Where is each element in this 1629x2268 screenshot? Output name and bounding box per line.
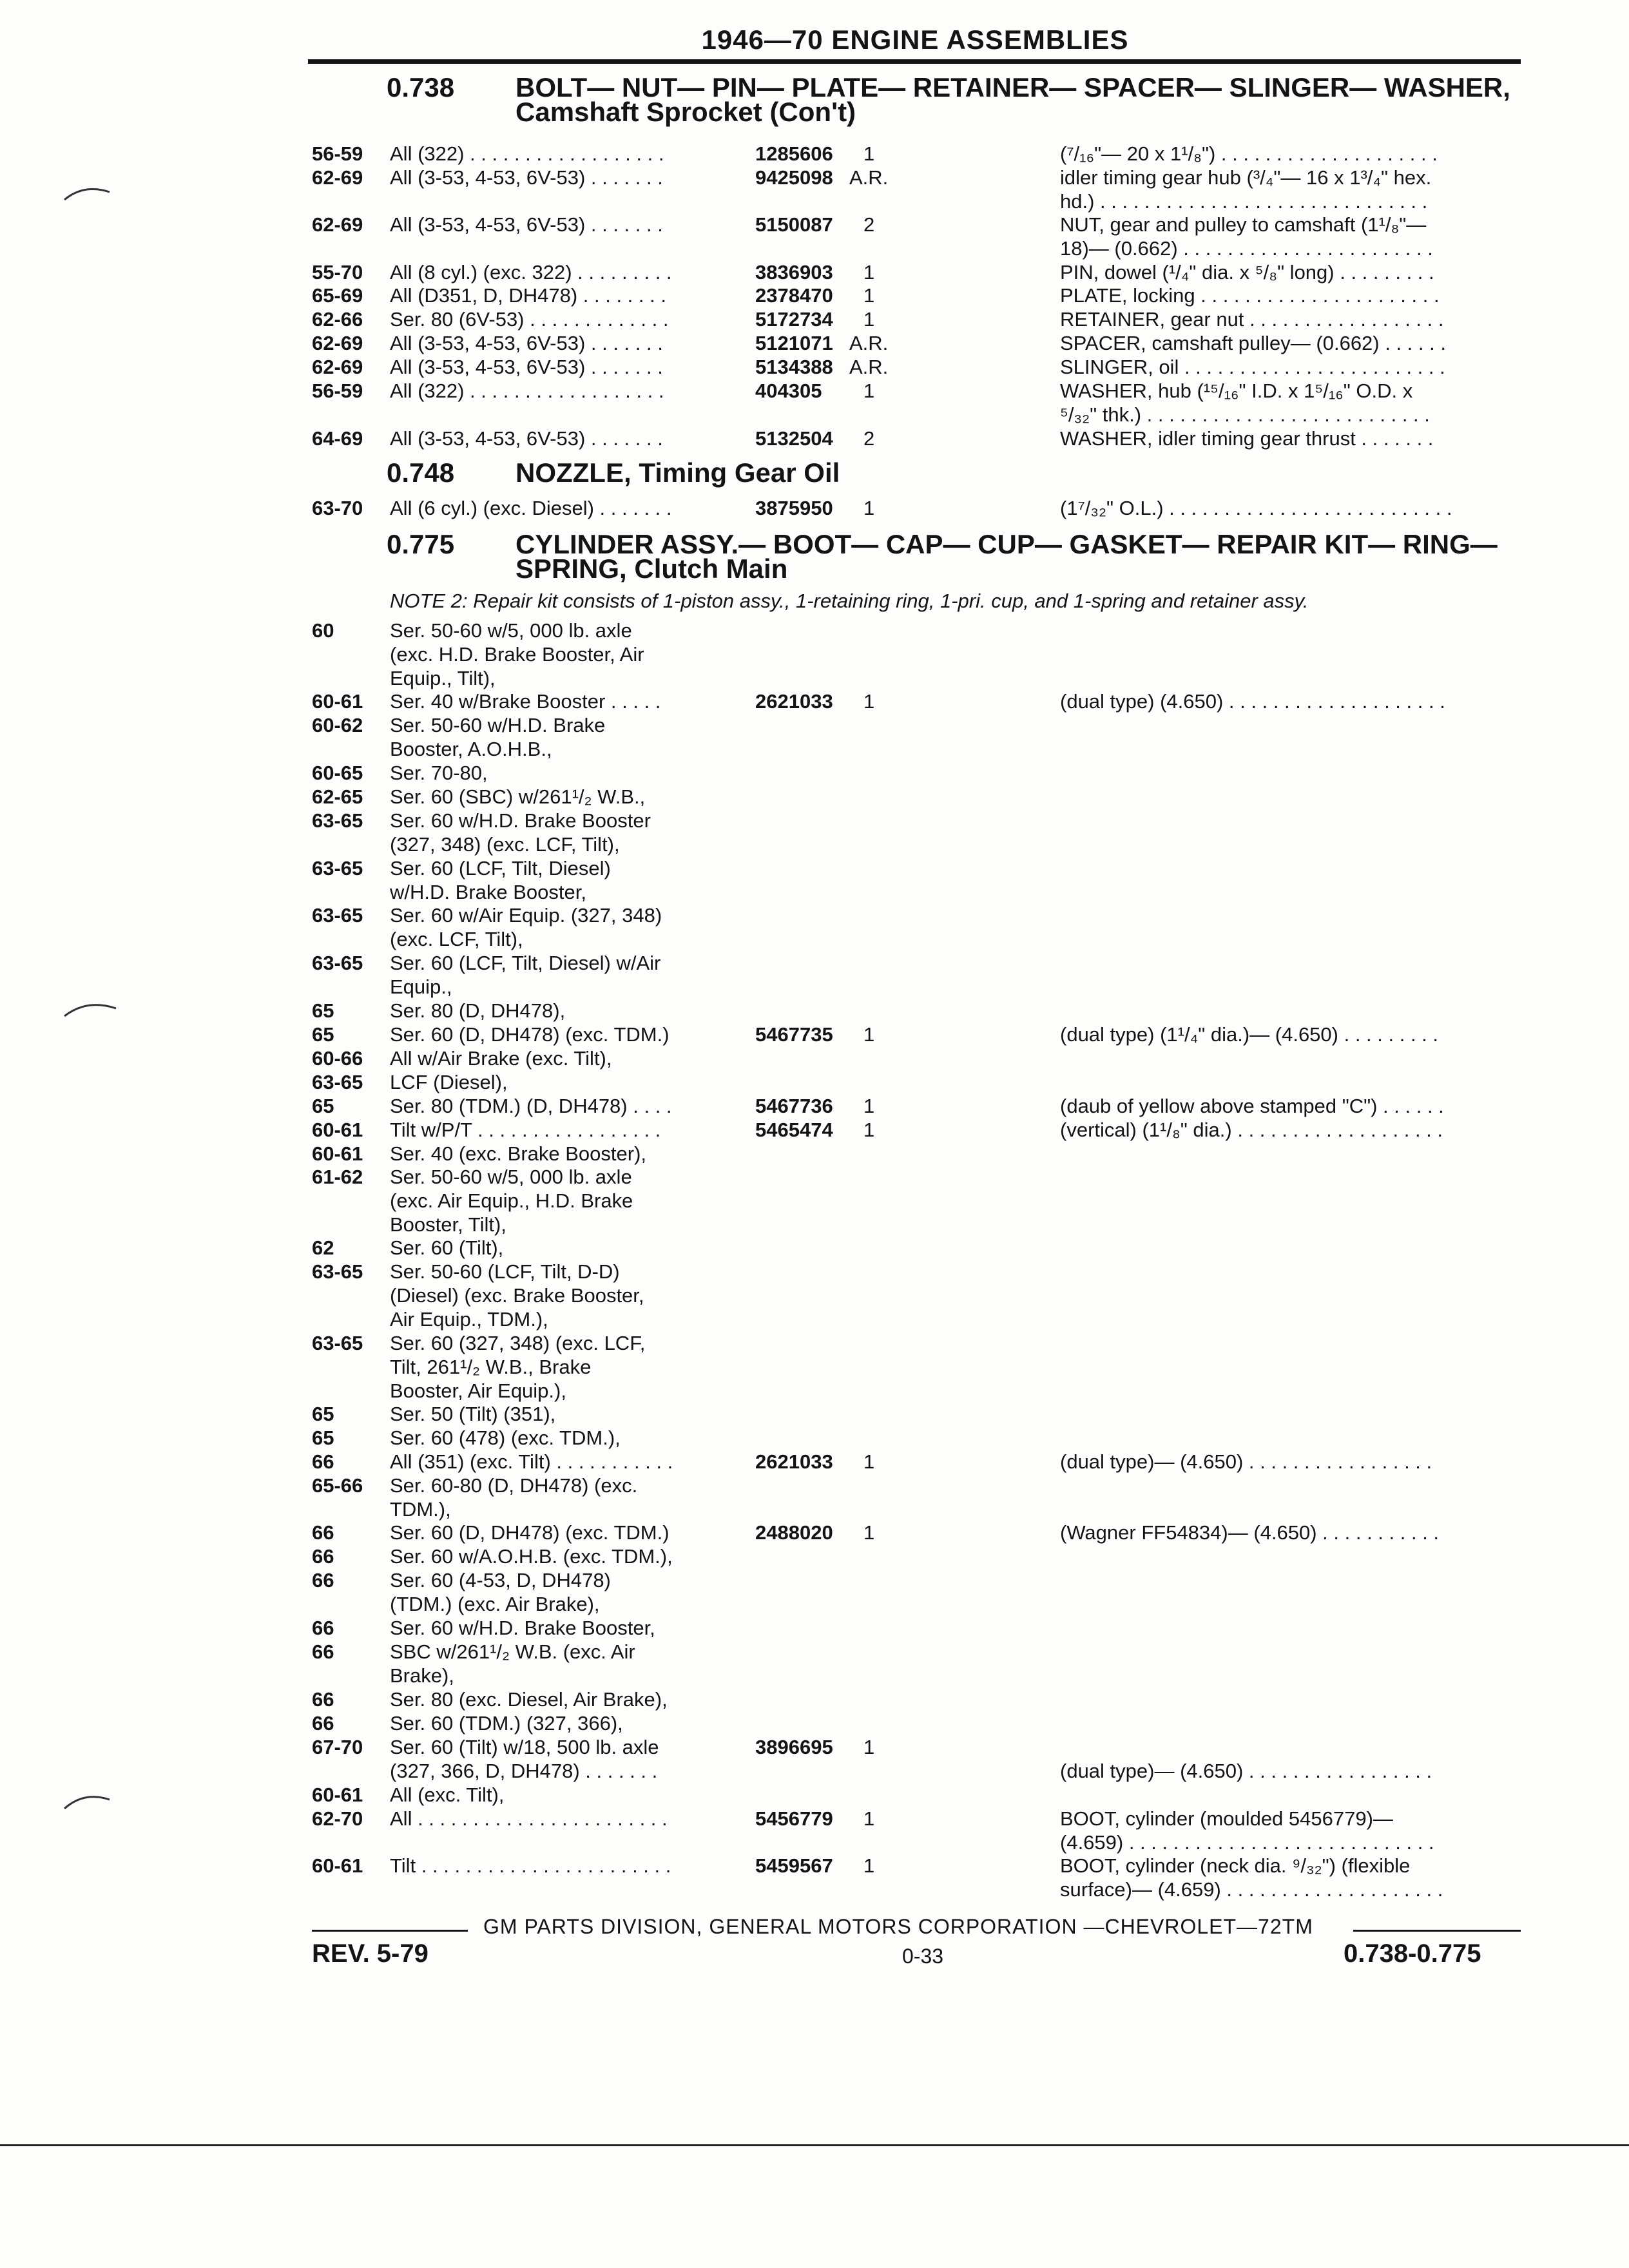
binder-hole-mark (61, 180, 113, 206)
description-text: PLATE, locking . . . . . . . . . . . . . . . . . . . . . . (1060, 284, 1440, 307)
model-years: 65 (312, 1403, 334, 1425)
application-text: All (8 cyl.) (exc. 322) . . . . . . . . . (390, 261, 672, 284)
description-text: SPACER, camshaft pulley— (0.662) . . . . . . (1060, 332, 1446, 354)
application-text: Ser. 80 (6V-53) . . . . . . . . . . . . . (390, 308, 669, 331)
application (390, 496, 751, 520)
description (1060, 331, 1521, 355)
section-range: 0.738-0.775 (1344, 1939, 1481, 1968)
description-text: (daub of yellow above stamped "C") . . . . . . (1060, 1095, 1444, 1117)
application-text: Ser. 50-60 w/H.D. Brake Booster, A.O.H.B., (390, 714, 606, 760)
application-text: All w/Air Brake (exc. Tilt), (390, 1047, 612, 1070)
application-text: All (exc. Tilt), (390, 1783, 505, 1806)
quantity: A.R. (849, 166, 889, 189)
model-years: 62-69 (312, 332, 363, 354)
application (390, 619, 751, 690)
model-years: 62-65 (312, 785, 363, 808)
model-years: 62 (312, 1236, 334, 1259)
quantity: 1 (863, 142, 875, 165)
part-number: 5456779 (755, 1807, 833, 1830)
application (390, 142, 751, 166)
application-text: Ser. 50 (Tilt) (351), (390, 1403, 556, 1425)
application (390, 355, 751, 379)
quantity: 1 (863, 308, 875, 331)
application (390, 689, 751, 713)
description-text: (dual type)— (4.650) . . . . . . . . . . . . . . . . . (1060, 1760, 1432, 1782)
description (1060, 142, 1521, 166)
section-number: 0.775 (387, 529, 455, 559)
application-text: Ser. 60 w/Air Equip. (327, 348) (exc. LCF, Tilt), (390, 904, 662, 950)
page-header: 1946—70 ENGINE ASSEMBLIES (701, 24, 1129, 55)
model-years: 56-59 (312, 380, 363, 402)
model-years: 66 (312, 1617, 334, 1639)
description-text: PIN, dowel (¹/₄" dia. x ⁵/₈" long) . . . . . . . . . (1060, 261, 1434, 284)
application (390, 1568, 751, 1616)
application-text: Ser. 50-60 w/5, 000 lb. axle (exc. H.D. Brake Booster, Air Equip., Tilt), (390, 619, 644, 689)
application-text: Ser. 60 (478) (exc. TDM.), (390, 1427, 621, 1449)
part-number: 5467736 (755, 1095, 833, 1117)
application (390, 260, 751, 284)
model-years: 65 (312, 1427, 334, 1449)
model-years: 66 (312, 1712, 334, 1735)
application (390, 1236, 751, 1260)
quantity: 1 (863, 1807, 875, 1830)
application (390, 809, 751, 856)
section-title: NOZZLE, Timing Gear Oil (516, 457, 840, 488)
description (1060, 689, 1521, 713)
part-number: 3875950 (755, 497, 833, 519)
description (1060, 355, 1521, 379)
application (390, 1544, 751, 1568)
application (390, 1854, 751, 1878)
description-text: (vertical) (1¹/₈" dia.) . . . . . . . . . . . . . . . . . . . (1060, 1119, 1443, 1141)
model-years: 65-69 (312, 284, 363, 307)
model-years: 60-61 (312, 1119, 363, 1141)
model-years: 63-70 (312, 497, 363, 519)
application (390, 1616, 751, 1640)
quantity: A.R. (849, 332, 889, 354)
part-number: 5121071 (755, 332, 833, 354)
model-years: 66 (312, 1521, 334, 1544)
application (390, 1640, 751, 1687)
description-text: WASHER, hub (¹⁵/₁₆" I.D. x 1⁵/₁₆" O.D. x ⁵/₃₂" thk.) . . . . . . . . . . . . . . . . . . . . . . . . . . (1060, 380, 1430, 426)
quantity: 1 (863, 261, 875, 284)
part-number: 5172734 (755, 308, 833, 331)
application-text: Ser. 60 w/H.D. Brake Booster, (390, 1617, 655, 1639)
application-text: All (3-53, 4-53, 6V-53) . . . . . . . (390, 213, 663, 236)
part-number: 404305 (755, 380, 822, 402)
description (1060, 260, 1521, 284)
part-number: 9425098 (755, 166, 833, 189)
description (1060, 1023, 1521, 1046)
model-years: 63-65 (312, 952, 363, 974)
application-text: LCF (Diesel), (390, 1071, 508, 1093)
description (1060, 496, 1521, 520)
part-number: 3896695 (755, 1736, 833, 1758)
application (390, 1118, 751, 1142)
model-years: 60-62 (312, 714, 363, 736)
model-years: 60-61 (312, 690, 363, 713)
part-number: 5150087 (755, 213, 833, 236)
application-text: Ser. 60 (LCF, Tilt, Diesel) w/H.D. Brake Booster, (390, 857, 611, 903)
model-years: 65 (312, 999, 334, 1022)
application (390, 951, 751, 999)
model-years: 66 (312, 1569, 334, 1591)
model-years: 60 (312, 619, 334, 642)
application-text: Ser. 60 (D, DH478) (exc. TDM.) (390, 1521, 670, 1544)
application (390, 1070, 751, 1094)
application (390, 1260, 751, 1331)
application (390, 1331, 751, 1403)
application-text: Ser. 60 (TDM.) (327, 366), (390, 1712, 623, 1735)
description (1060, 1521, 1521, 1544)
model-years: 62-66 (312, 308, 363, 331)
application-text: All (322) . . . . . . . . . . . . . . . . . . (390, 380, 664, 402)
description (1060, 284, 1521, 307)
application (390, 1807, 751, 1831)
description (1060, 427, 1521, 450)
quantity: 1 (863, 380, 875, 402)
model-years: 66 (312, 1688, 334, 1711)
description-text: (Wagner FF54834)— (4.650) . . . . . . . . . . . (1060, 1521, 1440, 1544)
page-number: 0-33 (902, 1945, 944, 1968)
application-text: Ser. 60 (4-53, D, DH478) (TDM.) (exc. Air Brake), (390, 1569, 611, 1615)
description (1060, 1807, 1521, 1854)
model-years: 62-69 (312, 356, 363, 378)
part-number: 5465474 (755, 1119, 833, 1141)
application (390, 166, 751, 189)
application-text: Ser. 70-80, (390, 762, 488, 784)
scan-edge-rule (0, 2144, 1629, 2146)
part-number: 5459567 (755, 1854, 833, 1877)
application-text: Ser. 60-80 (D, DH478) (exc. TDM.), (390, 1474, 638, 1521)
application-text: Tilt . . . . . . . . . . . . . . . . . . . . . . . (390, 1854, 671, 1877)
application (390, 1426, 751, 1450)
application-text: All (3-53, 4-53, 6V-53) . . . . . . . (390, 166, 663, 189)
quantity: 2 (863, 427, 875, 450)
application (390, 1783, 751, 1807)
quantity: 1 (863, 1736, 875, 1758)
model-years: 63-65 (312, 1071, 363, 1093)
application (390, 856, 751, 904)
application (390, 1094, 751, 1118)
part-number: 2621033 (755, 1450, 833, 1473)
application (390, 1402, 751, 1426)
application (390, 761, 751, 785)
model-years: 63-65 (312, 857, 363, 879)
binder-hole-mark (61, 1788, 113, 1814)
description (1060, 379, 1521, 427)
application-text: All (6 cyl.) (exc. Diesel) . . . . . . . (390, 497, 672, 519)
description-text: (⁷/₁₆"— 20 x 1¹/₈") . . . . . . . . . . . . . . . . . . . . (1060, 142, 1438, 165)
quantity: A.R. (849, 356, 889, 378)
application (390, 1687, 751, 1711)
application-text: Ser. 40 w/Brake Booster . . . . . (390, 690, 661, 713)
application-text: All (D351, D, DH478) . . . . . . . . (390, 284, 666, 307)
description (1060, 1450, 1521, 1474)
application-text: All (3-53, 4-53, 6V-53) . . . . . . . (390, 356, 663, 378)
application-text: Ser. 80 (exc. Diesel, Air Brake), (390, 1688, 668, 1711)
part-number: 5134388 (755, 356, 833, 378)
application (390, 1142, 751, 1166)
quantity: 1 (863, 284, 875, 307)
quantity: 1 (863, 497, 875, 519)
application-text: Ser. 50-60 (LCF, Tilt, D-D) (Diesel) (exc. Brake Booster, Air Equip., TDM.), (390, 1260, 644, 1331)
model-years: 66 (312, 1545, 334, 1568)
part-number: 5467735 (755, 1023, 833, 1046)
quantity: 1 (863, 1095, 875, 1117)
quantity: 1 (863, 690, 875, 713)
application-text: All . . . . . . . . . . . . . . . . . . . . . . . (390, 1807, 668, 1830)
quantity: 1 (863, 1854, 875, 1877)
binder-hole-mark (61, 995, 119, 1021)
application (390, 1711, 751, 1735)
application (390, 379, 751, 403)
model-years: 63-65 (312, 809, 363, 832)
part-number: 3836903 (755, 261, 833, 284)
footer-rule-right (1353, 1930, 1521, 1932)
description (1060, 213, 1521, 260)
model-years: 64-69 (312, 427, 363, 450)
application-text: All (3-53, 4-53, 6V-53) . . . . . . . (390, 427, 663, 450)
quantity: 1 (863, 1023, 875, 1046)
description (1060, 1735, 1521, 1783)
application (390, 1735, 751, 1783)
application-text: SBC w/261¹/₂ W.B. (exc. Air Brake), (390, 1640, 635, 1687)
model-years: 61-62 (312, 1166, 363, 1188)
application-text: All (3-53, 4-53, 6V-53) . . . . . . . (390, 332, 663, 354)
application-text: Ser. 60 (327, 348) (exc. LCF, Tilt, 261¹/₂ W.B., Brake Booster, Air Equip.), (390, 1332, 646, 1402)
model-years: 65 (312, 1095, 334, 1117)
quantity: 2 (863, 213, 875, 236)
description-text: idler timing gear hub (³/₄"— 16 x 1³/₄" hex. hd.) . . . . . . . . . . . . . . . . . . . . . . . . . . . . . . (1060, 166, 1432, 213)
description-text: WASHER, idler timing gear thrust . . . . . . . (1060, 427, 1434, 450)
description-text: RETAINER, gear nut . . . . . . . . . . . . . . . . . . (1060, 308, 1444, 331)
description-text: NUT, gear and pulley to camshaft (1¹/₈"— 18)— (0.662) . . . . . . . . . . . . . . . . . . . . . . . (1060, 213, 1433, 260)
footer-rule-left (312, 1930, 468, 1932)
model-years: 56-59 (312, 142, 363, 165)
description (1060, 166, 1521, 213)
application-text: Ser. 50-60 w/5, 000 lb. axle (exc. Air Equip., H.D. Brake Booster, Tilt), (390, 1166, 633, 1236)
model-years: 60-61 (312, 1854, 363, 1877)
model-years: 62-69 (312, 166, 363, 189)
model-years: 60-61 (312, 1783, 363, 1806)
application (390, 307, 751, 331)
quantity: 1 (863, 1521, 875, 1544)
application (390, 1023, 751, 1046)
model-years: 60-65 (312, 762, 363, 784)
description (1060, 307, 1521, 331)
application-text: Ser. 60 (Tilt) w/18, 500 lb. axle (327, 366, D, DH478) . . . . . . . (390, 1736, 659, 1782)
model-years: 67-70 (312, 1736, 363, 1758)
model-years: 62-69 (312, 213, 363, 236)
model-years: 65 (312, 1023, 334, 1046)
application (390, 1046, 751, 1070)
model-years: 63-65 (312, 1260, 363, 1283)
application (390, 427, 751, 450)
section-title: CYLINDER ASSY.— BOOT— CAP— CUP— GASKET— REPAIR KIT— RING— SPRING, Clutch Main (516, 529, 1498, 584)
application-text: Ser. 60 w/H.D. Brake Booster (327, 348) (exc. LCF, Tilt), (390, 809, 651, 856)
application (390, 284, 751, 307)
application (390, 903, 751, 951)
description (1060, 1094, 1521, 1118)
application (390, 331, 751, 355)
application (390, 1474, 751, 1521)
section-number: 0.748 (387, 457, 455, 488)
part-number: 2488020 (755, 1521, 833, 1544)
model-years: 62-70 (312, 1807, 363, 1830)
application (390, 713, 751, 761)
application (390, 1450, 751, 1474)
description (1060, 1854, 1521, 1901)
description-text: BOOT, cylinder (moulded 5456779)— (4.659) . . . . . . . . . . . . . . . . . . . . . . . . . . . . (1060, 1807, 1434, 1854)
application (390, 213, 751, 236)
part-number: 2621033 (755, 690, 833, 713)
application (390, 999, 751, 1023)
footer-credit: GM PARTS DIVISION, GENERAL MOTORS CORPORATION —CHEVROLET—72TM (483, 1915, 1313, 1938)
application-text: Ser. 60 (LCF, Tilt, Diesel) w/Air Equip., (390, 952, 661, 998)
model-years: 66 (312, 1640, 334, 1663)
application (390, 1521, 751, 1544)
quantity: 1 (863, 1450, 875, 1473)
repair-kit-note: NOTE 2: Repair kit consists of 1-piston assy., 1-retaining ring, 1-pri. cup, and 1-spring and retainer assy. (390, 590, 1309, 612)
description-text: (dual type)— (4.650) . . . . . . . . . . . . . . . . . (1060, 1450, 1432, 1473)
section-number: 0.738 (387, 72, 455, 102)
application-text: Ser. 60 w/A.O.H.B. (exc. TDM.), (390, 1545, 673, 1568)
description (1060, 1118, 1521, 1142)
application (390, 1165, 751, 1236)
quantity: 1 (863, 1119, 875, 1141)
application-text: Tilt w/P/T . . . . . . . . . . . . . . . . . (390, 1119, 661, 1141)
application-text: All (322) . . . . . . . . . . . . . . . . . . (390, 142, 664, 165)
model-years: 63-65 (312, 904, 363, 927)
description-text: (dual type) (4.650) . . . . . . . . . . . . . . . . . . . . (1060, 690, 1445, 713)
application-text: Ser. 40 (exc. Brake Booster), (390, 1142, 647, 1165)
application-text: Ser. 80 (TDM.) (D, DH478) . . . . (390, 1095, 672, 1117)
revision-label: REV. 5-79 (312, 1939, 429, 1968)
model-years: 66 (312, 1450, 334, 1473)
part-number: 1285606 (755, 142, 833, 165)
application-text: Ser. 60 (SBC) w/261¹/₂ W.B., (390, 785, 646, 808)
description-text: SLINGER, oil . . . . . . . . . . . . . . . . . . . . . . . . (1060, 356, 1445, 378)
description-text: (dual type) (1¹/₄" dia.)— (4.650) . . . . . . . . . (1060, 1023, 1439, 1046)
application (390, 785, 751, 809)
application-text: Ser. 80 (D, DH478), (390, 999, 566, 1022)
model-years: 63-65 (312, 1332, 363, 1354)
model-years: 65-66 (312, 1474, 363, 1497)
model-years: 60-61 (312, 1142, 363, 1165)
application-text: Ser. 60 (D, DH478) (exc. TDM.) (390, 1023, 670, 1046)
part-number: 5132504 (755, 427, 833, 450)
part-number: 2378470 (755, 284, 833, 307)
model-years: 55-70 (312, 261, 363, 284)
header-rule (308, 59, 1521, 64)
model-years: 60-66 (312, 1047, 363, 1070)
application-text: All (351) (exc. Tilt) . . . . . . . . . . . (390, 1450, 673, 1473)
application-text: Ser. 60 (Tilt), (390, 1236, 504, 1259)
description-text: BOOT, cylinder (neck dia. ⁹/₃₂") (flexible surface)— (4.659) . . . . . . . . . . . . . . . . . . . . (1060, 1854, 1443, 1901)
section-title: BOLT— NUT— PIN— PLATE— RETAINER— SPACER— SLINGER— WASHER, Camshaft Sprocket (Con't) (516, 72, 1510, 127)
description-text: (1⁷/₃₂" O.L.) . . . . . . . . . . . . . . . . . . . . . . . . . . (1060, 497, 1452, 519)
